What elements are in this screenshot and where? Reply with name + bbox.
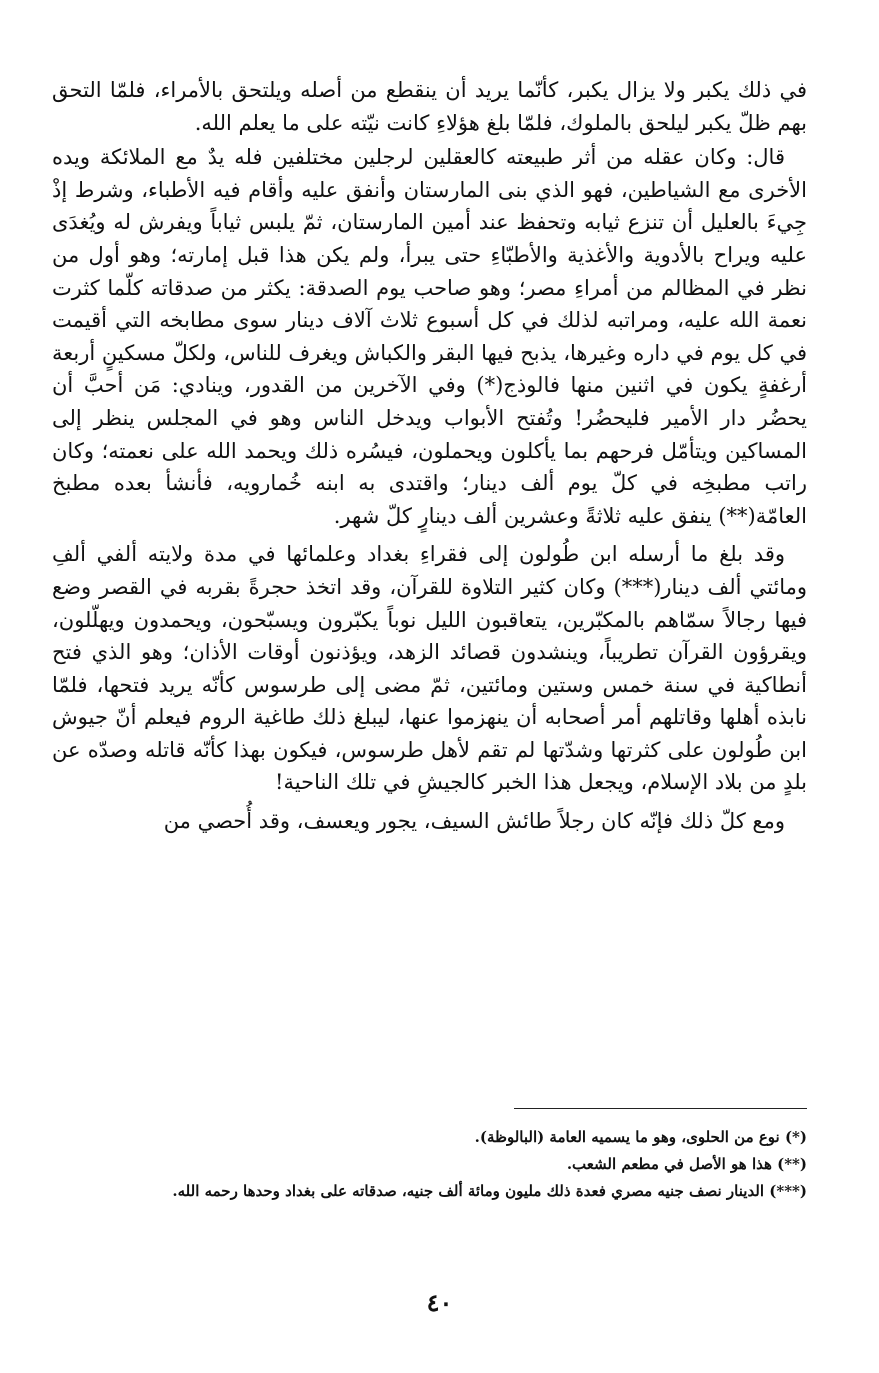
footnote-1: (*) نوع من الحلوى، وهو ما يسميه العامة (البالوظة). xyxy=(474,1128,807,1146)
footnotes xyxy=(52,1124,807,1205)
page-number: ٤٠ xyxy=(426,1288,453,1317)
footnote-divider xyxy=(514,1108,807,1109)
paragraph-2: قال: وكان عقله من أثر طبيعته كالعقلين لرجلين مختلفين فله يدٌ مع الملائكة ويده الأخرى مع الشياطين، فهو الذي بنى المارستان وأنفق عليه وأقام فيه الأطباء، وشرط إذْ جِيءَ بالعليل أن تنزع ثيابه وتحفظ عند أمين المارستان، ثمّ يلبس ثياباً ويفرش له ويُغدَى عليه ويراح بالأدوية والأغذية والأطبّاءِ حتى يبرأ، ولم يكن هذا قبل إمارته؛ وهو أول من نظر في المظالم من أمراءِ مصر؛ وهو صاحب يوم الصدقة: يكثر من صدقاته كلّما كثرت نعمة الله عليه، ومراتبه لذلك في كل أسبوع ثلاث آلاف دينار سوى مطابخه التي أقيمت في كل يوم في داره وغيرها، يذبح فيها البقر والكباش ويغرف للناس، ولكلّ مسكينٍ أربعة أرغفةٍ يكون في اثنين منها فالوذج(*) وفي الآخرين من القدور، وينادي: مَن أحبَّ أن يحضُر دار الأمير فليحضُر! وتُفتح الأبواب ويدخل الناس وهو في المجلس ينظر إلى المساكين ويتأمّل فرحهم بما يأكلون ويحملون، فيسُره ذلك ويحمد الله على نعمته؛ وكان راتب مطبخِه في كلّ يوم ألف دينار؛ واقتدى به ابنه خُمارويه، فأنشأ بعده مطبخ العامّة(**) ينفق عليه ثلاثةً وعشرين ألف دينارٍ كلّ شهر. xyxy=(52,145,807,528)
paragraph-3: وقد بلغ ما أرسله ابن طُولون إلى فقراءِ بغداد وعلمائها في مدة ولايته ألفي ألفِ ومائتي ألف دينار(***) وكان كثير التلاوة للقرآن، وقد اتخذ حجرةً بقربه في القصر وضع فيها رجالاً سمّاهم بالمكبّرين، يتعاقبون الليل نوباً يكبّرون ويسبّحون، ويحمدون ويهلّلون، ويقرؤون القرآن تطريباً، وينشدون قصائد الزهد، ويؤذنون أوقات الأذان؛ وهو الذي فتح أنطاكية في سنة خمس وستين ومائتين، ثمّ مضى إلى طرسوس كأنّه يريد فتحها، فلمّا نابذه أهلها وقاتلهم أمر أصحابه أن ينهزموا عنها، ليبلغ ذلك طاغية الروم فيعلم أنّ جيوش ابن طُولون على كثرتها وشدّتها لم تقم لأهل طرسوس، فيكون بهذا كأنّه قاتله وصدّه عن بلدٍ من بلاد الإسلام، ويجعل هذا الخبر كالجيشِ في تلك الناحية! xyxy=(52,542,807,795)
footnote-3: (***) الدينار نصف جنيه مصري فعدة ذلك مليون ومائة ألف جنيه، صدقاته على بغداد وحدها رحمه الله. xyxy=(172,1182,807,1200)
main-text xyxy=(52,74,807,838)
paragraph-4: ومع كلّ ذلك فإنّه كان رجلاً طائش السيف، يجور ويعسف، وقد أُحصي من xyxy=(163,809,785,834)
paragraph-1: في ذلك يكبر ولا يزال يكبر، كأنّما يريد أن ينقطع من أصله ويلتحق بالأمراء، فلمّا التحق بهم ظلّ يكبر ليلحق بالملوك، فلمّا بلغ هؤلاءِ كانت نيّته على ما يعلم الله. xyxy=(52,78,807,135)
footnote-2: (**) هذا هو الأصل في مطعم الشعب. xyxy=(566,1155,807,1173)
